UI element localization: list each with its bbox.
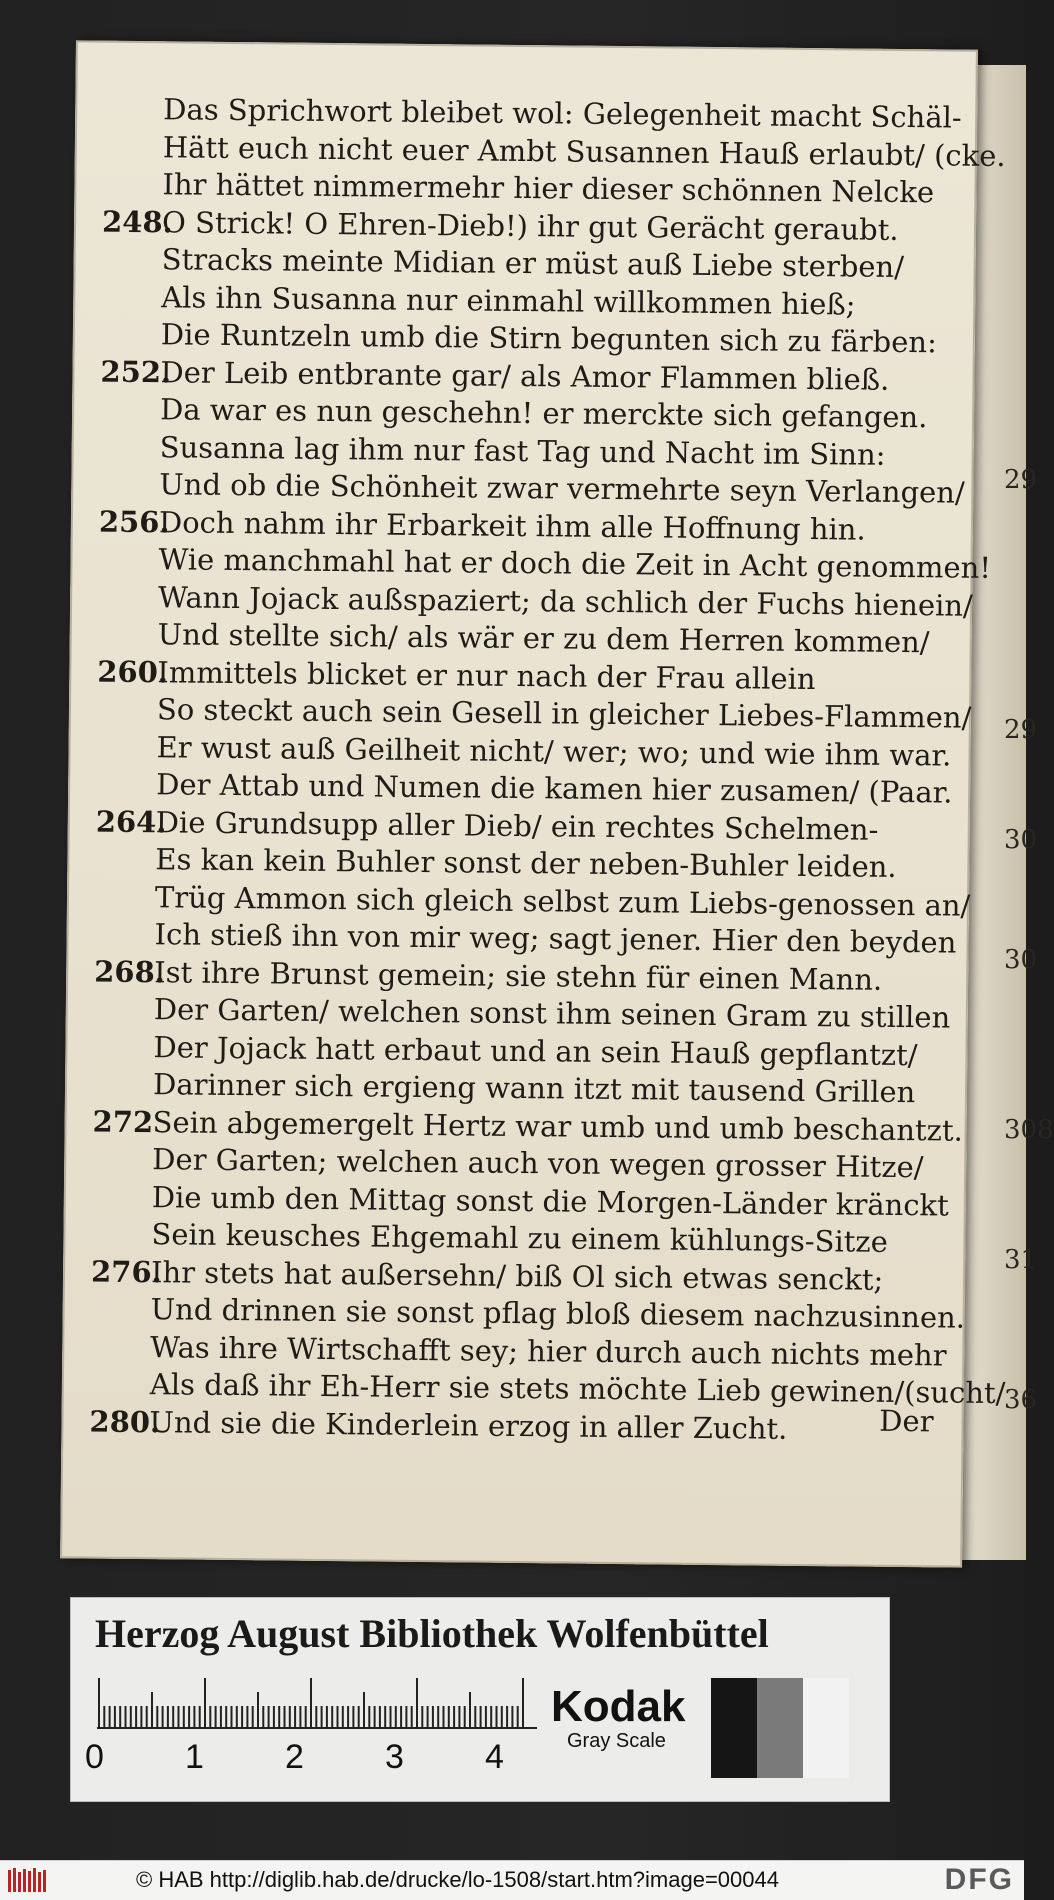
library-title: Herzog August Bibliothek Wolfenbüttel	[95, 1611, 769, 1656]
ruler-label: 0	[85, 1738, 104, 1776]
ruler-label: 4	[485, 1738, 504, 1776]
verse-text: Der Garten/ welchen sonst ihm seinen Gram zu stillen	[153, 992, 951, 1035]
verse-text: Als daß ihr Eh-Herr sie stets möchte Lieb gewinen/(sucht/	[149, 1367, 1006, 1411]
verse-text: Und drinnen sie sonst pflag bloß diesem nachzusinnen.	[150, 1292, 966, 1335]
verse-text: Darinner sich ergieng wann itzt mit tausend Grillen	[152, 1067, 916, 1110]
edge-number: 30	[1004, 825, 1038, 855]
line-number: 256.	[98, 504, 170, 539]
verse-text: Sein keusches Ehgemahl zu einem kühlungs-Sitze	[151, 1217, 889, 1259]
ruler-labels	[85, 1738, 565, 1778]
swatch-black	[711, 1678, 757, 1778]
verse-text: Das Sprichwort bleibet wol: Gelegenheit macht Schäl-	[163, 92, 962, 135]
catchword: Der	[879, 1403, 934, 1439]
line-number: 272	[92, 1104, 154, 1139]
line-number: 248.	[101, 204, 173, 239]
ruler-label: 1	[185, 1738, 204, 1776]
verse-text: Der Attab und Numen die kamen hier zusamen/ (Paar.	[156, 767, 953, 810]
verse-text: Es kan kein Buhler sonst der neben-Buhler leiden.	[155, 842, 897, 884]
verse-text: Und sie die Kinderlein erzog in aller Zucht.	[149, 1404, 788, 1446]
line-number: 280.	[89, 1404, 161, 1439]
swatch-gray	[757, 1678, 803, 1778]
verse-text: Als ihn Susanna nur einmahl willkommen hieß;	[161, 279, 856, 321]
line-number: 268.	[94, 954, 166, 989]
verse-text: Ich stieß ihn von mir weg; sagt jener. Hier den beyden	[154, 917, 957, 960]
hab-logo-icon	[6, 1866, 50, 1896]
edge-number: 30	[1004, 945, 1038, 975]
verse-text: O Strick! O Ehren-Dieb!) ihr gut Gerächt geraubt.	[161, 204, 899, 247]
verse-text: Der Garten; welchen auch von wegen grosser Hitze/	[152, 1142, 924, 1185]
verse-text: Der Jojack hatt erbaut und an sein Hauß gepflantzt/	[153, 1029, 918, 1072]
verse-text: Was ihre Wirtschafft sey; hier durch auch nichts mehr	[150, 1329, 947, 1373]
verse-text: Immittels blicket er nur nach der Frau allein	[157, 654, 816, 696]
kodak-brand: Kodak	[551, 1682, 686, 1731]
verse-text: Ihr hättet nimmermehr hier dieser schönnen Nelcke	[162, 167, 935, 210]
kodak-subtitle: Gray Scale	[567, 1730, 666, 1752]
line-number: 264.	[95, 804, 167, 839]
verse-text: Susanna lag ihm nur fast Tag und Nacht im Sinn:	[159, 429, 886, 472]
edge-number: 308	[1004, 1115, 1054, 1145]
edge-number: 31	[1004, 1245, 1038, 1275]
verse-text: Wie manchmahl hat er doch die Zeit in Acht genommen!	[158, 542, 992, 585]
footer-bar	[0, 1860, 1024, 1900]
verse-text-block	[89, 91, 1006, 1449]
verse-text: Die umb den Mittag sonst die Morgen-Länder kränckt	[151, 1179, 949, 1223]
dfg-logo: DFG	[944, 1863, 1014, 1896]
verse-text: So steckt auch sein Gesell in gleicher Liebes-Flammen/	[156, 692, 972, 735]
ruler-label: 2	[285, 1738, 304, 1776]
line-number: 252.	[100, 354, 172, 389]
verse-text: Ist ihre Brunst gemein; sie stehn für einen Mann.	[154, 954, 883, 997]
edge-number: 29	[1004, 715, 1038, 745]
copyright-url[interactable]: © HAB http://diglib.hab.de/drucke/lo-1508/start.htm?image=00044	[136, 1867, 779, 1892]
ruler-label: 3	[385, 1738, 404, 1776]
verse-text: Die Grundsupp aller Dieb/ ein rechtes Schelmen-	[155, 804, 879, 847]
edge-number: 29	[1004, 465, 1038, 495]
edge-number: 36	[1004, 1385, 1038, 1415]
verse-text: Die Runtzeln umb die Stirn begunten sich zu färben:	[160, 317, 938, 360]
book-page	[60, 40, 1006, 1567]
verse-text: Doch nahm ihr Erbarkeit ihm alle Hoffnung hin.	[158, 504, 866, 547]
verse-text: Und stellte sich/ als wär er zu dem Herren kommen/	[157, 617, 930, 660]
swatch-white	[803, 1678, 849, 1778]
line-number: 260.	[97, 654, 169, 689]
verse-line	[89, 1404, 949, 1450]
verse-text: Ihr stets hat außersehn/ biß Ol sich etwas senckt;	[150, 1254, 884, 1297]
verse-text: Sein abgemergelt Hertz war umb und umb beschantzt.	[152, 1104, 963, 1148]
verse-text: Der Leib entbrante gar/ als Amor Flammen bließ.	[160, 354, 890, 397]
verse-text: Und ob die Schönheit zwar vermehrte seyn Verlangen/	[159, 467, 965, 510]
library-color-card	[70, 1597, 890, 1802]
verse-text: Da war es nun geschehn! er merckte sich gefangen.	[159, 392, 928, 435]
ruler-icon	[97, 1670, 537, 1730]
verse-text: Stracks meinte Midian er müst auß Liebe sterben/	[161, 242, 905, 285]
verse-text: Hätt euch nicht euer Ambt Susannen Hauß erlaubt/ (cke.	[162, 129, 1006, 173]
verse-text: Er wust auß Geilheit nicht/ wer; wo; und wie ihm war.	[156, 729, 952, 773]
verse-text: Wann Jojack außspaziert; da schlich der Fuchs hienein/	[157, 579, 974, 623]
line-number: 276.	[90, 1254, 162, 1289]
verse-text: Trüg Ammon sich gleich selbst zum Liebs-genossen an/	[154, 879, 971, 923]
